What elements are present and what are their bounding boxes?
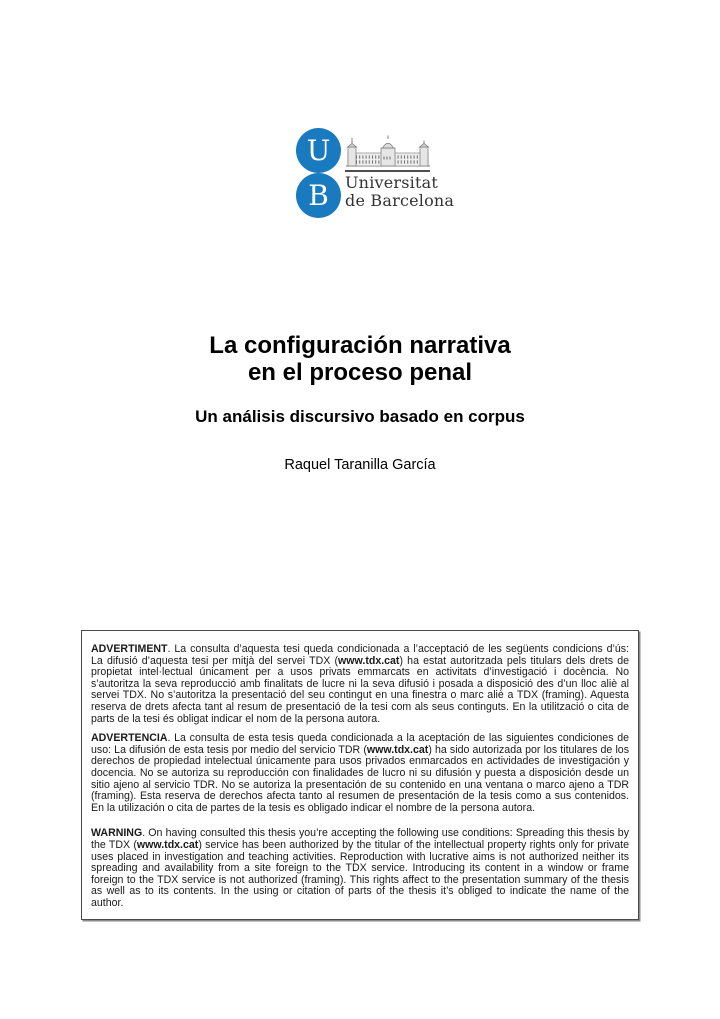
logo-letter-b: B — [308, 178, 329, 212]
notice-advertencia — [91, 733, 629, 814]
institution-name-line1: Universitat — [345, 173, 438, 192]
logo-circle-b — [296, 173, 341, 218]
author-name: Raquel Taranilla García — [284, 457, 436, 473]
notice-warning-text-before-url: . On having consulted this thesis you’re accepting the following use conditions: Spreading this thesis by the TDX ( — [91, 827, 629, 851]
notice-warning-label: WARNING — [91, 827, 143, 840]
thesis-subtitle: Un análisis discursivo basado en corpus — [195, 407, 525, 426]
thesis-title-line1: La configuración narrativa — [209, 332, 511, 359]
notice-advertencia-text-after-url: ) ha sido autorizada por los titulares de los derechos de propiedad intelectual únicamente para usos privados enmarcados en actividades de investigación y docencia. No se autoriza su reproducción con finalidades de lucro ni su difusión y puesta a disposición desde un sitio ajeno al servicio TDR. No se autoriza la presentación de su contenido en una ventana o marco ajeno a TDR (framing). Esta reserva de derechos afecta tanto al resumen de presentación de la tesis como a sus contenidos. En la utilización o cita de partes de la tesis es obligado indicar el nombre de la persona autora. — [91, 743, 630, 814]
notice-advertiment — [91, 644, 629, 725]
thesis-title-line2: en el proceso penal — [247, 359, 473, 386]
notice-advertiment-label: ADVERTIMENT — [91, 643, 168, 655]
notice-advertencia-text-before-url: . La consulta de esta tesis queda condicionada a la aceptación de las siguientes condiciones de uso: La difusión de esta tesis por medio del servicio TDR ( — [91, 732, 629, 756]
notice-advertencia-label: ADVERTENCIA — [91, 732, 168, 745]
logo-divider-line — [345, 170, 430, 172]
tdx-url: www.tdx.cat — [136, 838, 199, 851]
notice-warning — [91, 828, 629, 909]
logo-circle-u — [296, 128, 341, 173]
institution-name-line2: de Barcelona — [345, 191, 455, 210]
notice-advertiment-text-before-url: . La consulta d’aquesta tesi queda condicionada a l’acceptació de les següents condicions d’ús: La difusió d’aquesta tesi per mitjà del servei TDX ( — [91, 643, 629, 667]
logo-letter-u: U — [306, 133, 331, 167]
logo-institution-name — [345, 174, 454, 210]
notice-warning-text-after-url: ) service has been authorized by the titular of the intellectual property rights only for private uses placed in investigation and teaching activities. Reproduction with lucrative aims is not authorized neither its spreading and availability from a site foreign to the TDX service. Introducing its content in a window or frame foreign to the TDX service is not authorized (framing). This rights affect to the presentation summary of the thesis as well as to its contents. In the using or citation of parts of the thesis it’s obliged to indicate the name of the author. — [91, 838, 630, 909]
tdx-url: www.tdx.cat — [338, 654, 400, 667]
license-notice-box — [81, 630, 639, 920]
notice-advertiment-text-after-url: ) ha estat autoritzada pels titulars dels drets de propietat intel·lectual únicament per a usos privats emmarcats en activitats d’investigació i docència. No s’autoritza la seva reproducció amb finalitats de lucre ni la seva difusió i posada a disposició des d’un lloc aliè al servei TDX. No s’autoritza la presentació del seu contingut en una finestra o marc aliè a TDX (framing). Aquesta reserva de drets afecta tant al resum de presentació de la tesi com als seus continguts. En la utilització o cita de parts de la tesi és obligat indicar el nom de la persona autora. — [91, 654, 629, 725]
university-building-icon — [345, 134, 431, 168]
tdx-url: www.tdx.cat — [366, 743, 429, 756]
thesis-title — [0, 332, 720, 386]
